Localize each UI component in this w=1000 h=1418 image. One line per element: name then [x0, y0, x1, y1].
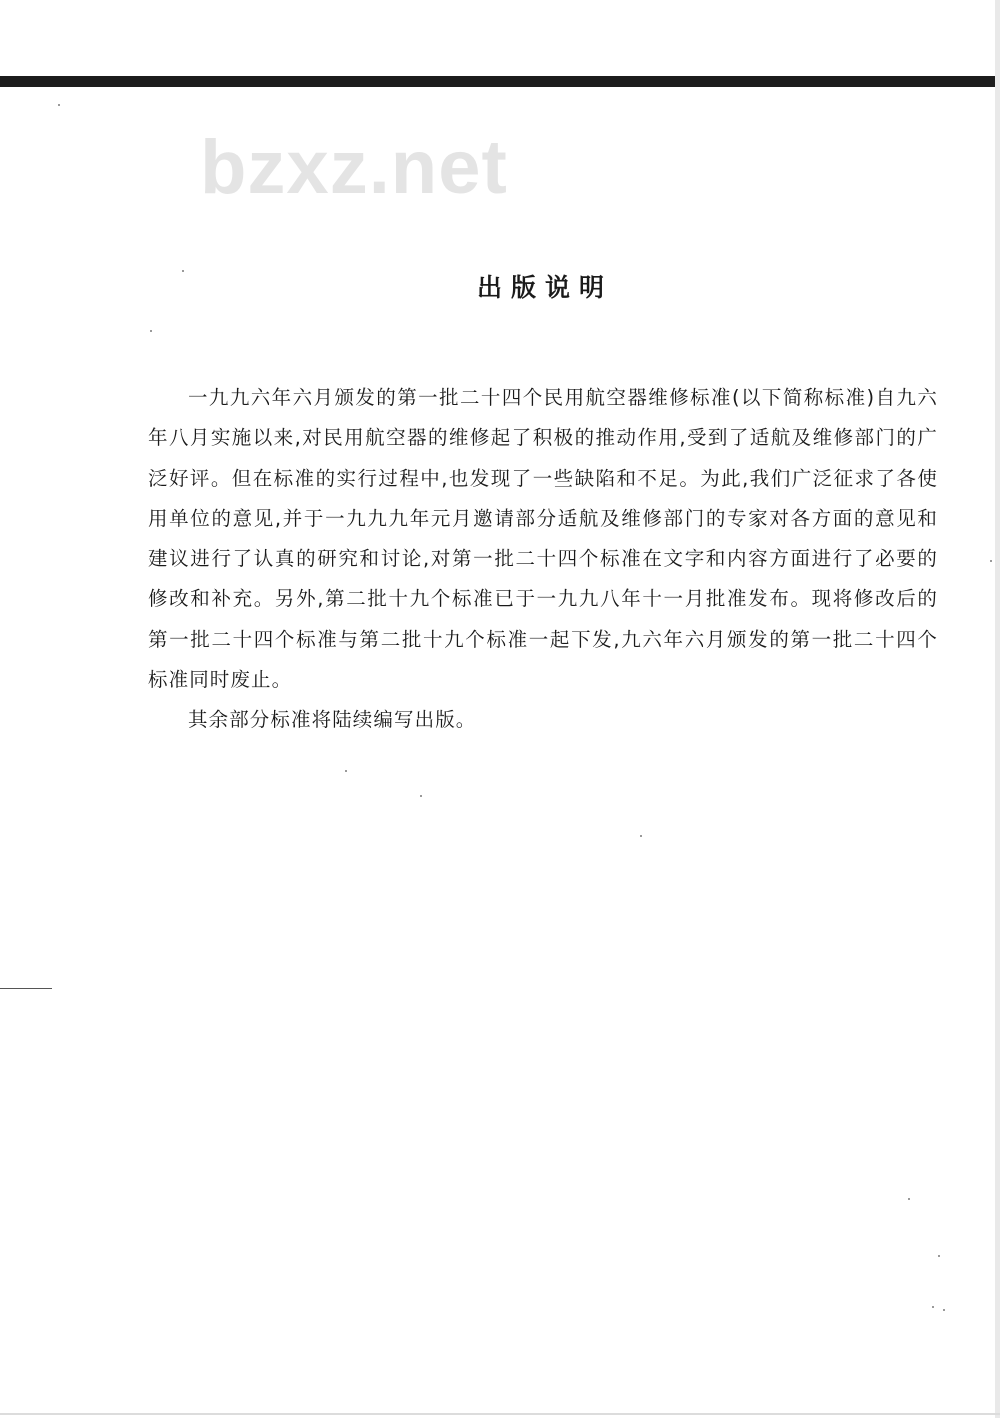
scan-speck [150, 330, 152, 332]
scan-speck [420, 795, 422, 797]
page-title: 出版说明 [476, 273, 613, 302]
scan-speck [990, 560, 992, 562]
paragraph-closing: 其余部分标准将陆续编写出版。 [188, 708, 477, 732]
scan-speck [58, 104, 60, 106]
scan-speck [943, 1309, 945, 1311]
scan-speck [908, 1198, 910, 1200]
page-edge [995, 0, 1000, 1418]
scan-speck [345, 770, 347, 772]
paragraph-main: 一九九六年六月颁发的第一批二十四个民用航空器维修标准(以下简称标准)自九六年八月实施以来,对民用航空器的维修起了积极的推动作用,受到了适航及维修部门的广泛好评。但在标准的实行过程中,也发现了一些缺陷和不足。为此,我们广泛征求了各使用单位的意见,并于一九九九年元月邀请部分适航及维修部门的专家对各方面的意见和建议进行了认真的研究和讨论,对第一批二十四个标准在文字和内容方面进行了必要的修改和补充。另外,第二批十九个标准已于一九九八年十一月批准发布。现将修改后的第一批二十四个标准与第二批十九个标准一起下发,九六年六月颁发的第一批二十四个标准同时废止。 [148, 386, 938, 692]
bottom-edge [0, 1413, 1000, 1415]
top-rule [0, 76, 995, 87]
scan-speck [938, 1255, 940, 1257]
scan-speck [182, 270, 184, 272]
body-text [148, 378, 938, 741]
margin-mark [0, 988, 52, 989]
scan-speck [640, 835, 642, 837]
watermark-logo: bzxz.net [200, 125, 508, 210]
scan-speck [932, 1306, 934, 1308]
